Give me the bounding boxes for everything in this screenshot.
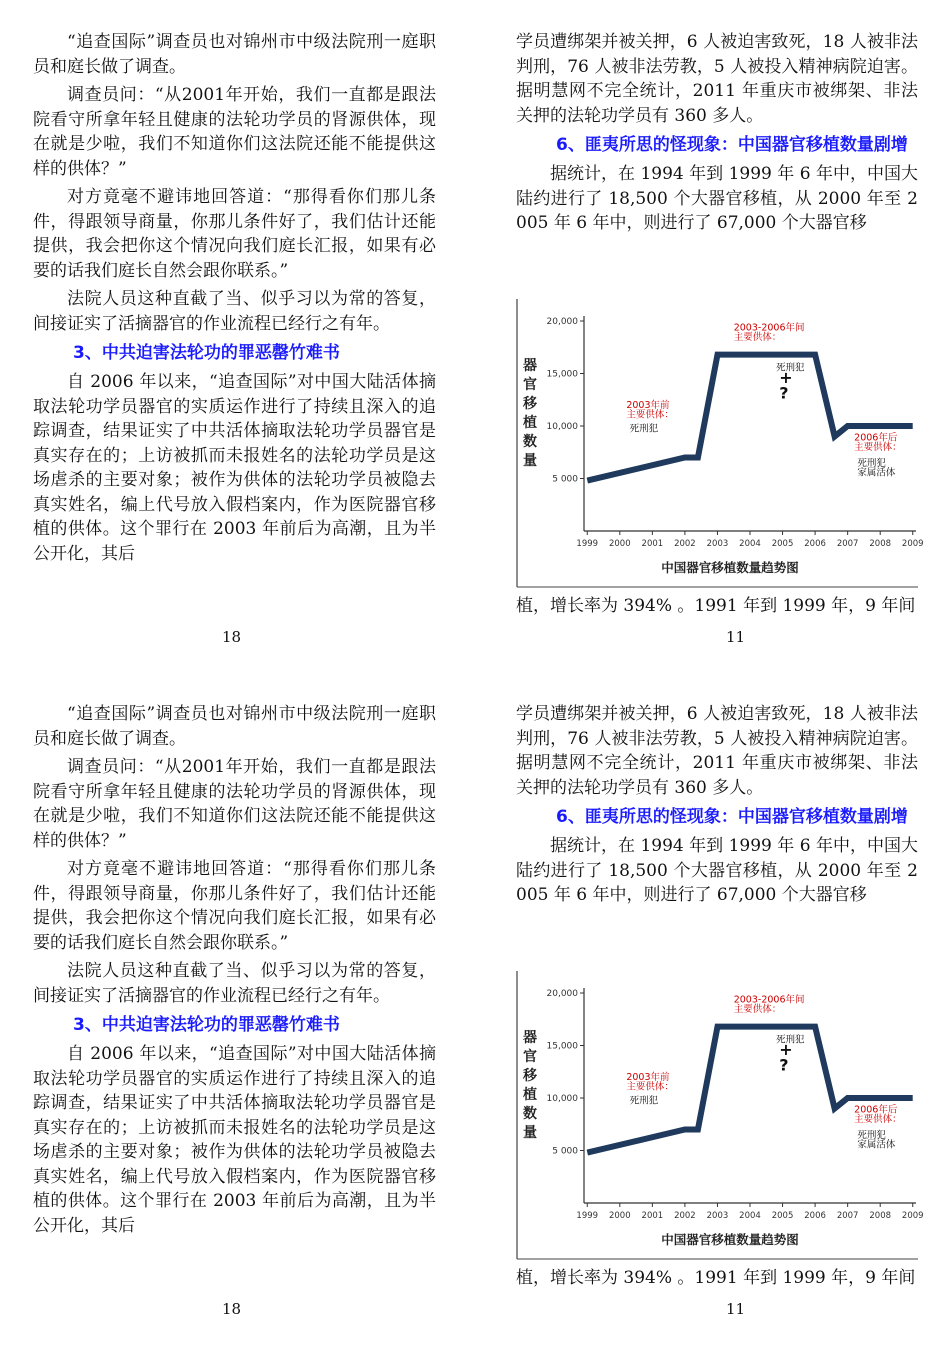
transplant-chart xyxy=(516,298,924,588)
page-spread-bottom xyxy=(0,672,950,1344)
section-heading: 3、中共迫害法轮功的罪恶罄竹难书 xyxy=(73,1015,340,1035)
x-tick-label: 2005 xyxy=(771,1211,794,1221)
x-tick-label: 2006 xyxy=(804,539,826,549)
x-tick-label: 2008 xyxy=(869,1211,892,1221)
left-page-column xyxy=(33,30,436,570)
y-axis-label-char: 数 xyxy=(523,1106,537,1122)
y-axis-label-char: 官 xyxy=(523,1049,537,1065)
x-tick-label: 2006 xyxy=(804,1211,826,1221)
y-axis-label-char: 器 xyxy=(523,358,537,374)
page-number: 18 xyxy=(222,1300,242,1318)
chart-annotation: ? xyxy=(779,1055,789,1075)
right-page-column xyxy=(516,30,918,240)
chart-annotation: 主要供体： xyxy=(733,331,782,343)
y-tick-label: 10,000 xyxy=(546,422,578,432)
chart-annotation: 死刑犯 xyxy=(857,457,886,469)
chart-annotation: 家属活体 xyxy=(857,467,896,479)
x-tick-label: 2002 xyxy=(674,1211,696,1221)
y-tick-label: 10,000 xyxy=(546,1094,578,1104)
paragraph: 法院人员这种直截了当、似乎习以为常的答复，间接证实了活摘器官的作业流程已经行之有年。 xyxy=(33,289,436,334)
x-tick-label: 2000 xyxy=(608,539,631,549)
x-tick-label: 2008 xyxy=(869,539,892,549)
x-tick-label: 2009 xyxy=(901,1211,924,1221)
y-tick-label: 15,000 xyxy=(546,1041,578,1052)
paragraph: 调查员问：“从2001年开始，我们一直都是跟法院看守所拿年轻且健康的法轮功学员的肾源供体，现在就是少啦，我们不知道你们这法院还能不能提供这样的供体？” xyxy=(33,85,436,179)
y-axis-label-char: 移 xyxy=(523,396,537,412)
y-axis-label-char: 量 xyxy=(523,1125,537,1141)
paragraph: “追查国际”调查员也对锦州市中级法院刑一庭职员和庭长做了调查。 xyxy=(33,704,436,749)
section-heading: 6、匪夷所思的怪现象：中国器官移植数量剧增 xyxy=(556,135,908,155)
x-tick-label: 2000 xyxy=(608,1211,631,1221)
chart-annotation: 死刑犯 xyxy=(776,362,805,374)
paragraph: 据统计，在 1994 年到 1999 年 6 年中，中国大陆约进行了 18,500 个大器官移植，从 2000 年至 2005 年 6 年中，则进行了 67,000 个大器官移 xyxy=(516,164,918,233)
y-tick-label: 20,000 xyxy=(546,989,578,999)
paragraph-continued: 植，增长率为 394% 。1991 年到 1999 年，9 年间 xyxy=(516,1268,916,1288)
paragraph: “追查国际”调查员也对锦州市中级法院刑一庭职员和庭长做了调查。 xyxy=(33,32,436,77)
y-axis-label-char: 量 xyxy=(523,453,537,469)
chart-svg xyxy=(516,970,924,1260)
x-tick-label: 2001 xyxy=(641,1211,664,1221)
chart-annotation: 2006年后 xyxy=(854,1104,898,1116)
chart-annotation: 家属活体 xyxy=(857,1139,896,1151)
chart-annotation: 主要供体： xyxy=(854,1114,902,1126)
chart-title: 中国器官移植数量趋势图 xyxy=(661,1232,799,1247)
x-tick-label: 1999 xyxy=(576,1211,599,1221)
left-page-column xyxy=(33,702,436,1242)
x-tick-label: 2005 xyxy=(771,539,794,549)
chart-svg xyxy=(516,298,924,588)
x-tick-label: 2002 xyxy=(674,539,696,549)
paragraph: 据统计，在 1994 年到 1999 年 6 年中，中国大陆约进行了 18,500 个大器官移植，从 2000 年至 2005 年 6 年中，则进行了 67,000 个大器官移 xyxy=(516,836,918,905)
section-heading: 6、匪夷所思的怪现象：中国器官移植数量剧增 xyxy=(556,807,908,827)
paragraph-continued: 植，增长率为 394% 。1991 年到 1999 年，9 年间 xyxy=(516,596,916,616)
chart-annotation: 2003年前 xyxy=(626,1072,670,1084)
y-tick-label: 5 000 xyxy=(552,474,578,485)
chart-annotation: 死刑犯 xyxy=(629,423,659,435)
chart-annotation: 主要供体： xyxy=(626,409,674,421)
y-tick-label: 5 000 xyxy=(552,1146,578,1157)
page-number: 18 xyxy=(222,628,242,646)
transplant-chart xyxy=(516,970,924,1260)
x-tick-label: 2001 xyxy=(641,539,664,549)
y-axis-label-char: 移 xyxy=(523,1068,537,1084)
y-axis-label-char: 植 xyxy=(523,1087,537,1103)
chart-annotation: ? xyxy=(779,383,789,403)
y-axis-label-char: 数 xyxy=(523,434,537,450)
x-tick-label: 2003 xyxy=(706,1211,729,1221)
chart-annotation: 主要供体： xyxy=(733,1003,782,1015)
chart-annotation: + xyxy=(779,367,793,387)
right-page-column xyxy=(516,702,918,912)
x-tick-label: 2009 xyxy=(901,539,924,549)
paragraph: 学员遭绑架并被关押，6 人被迫害致死，18 人被非法判刑，76 人被非法劳教，5 人被投入精神病院迫害。据明慧网不完全统计，2011 年重庆市被绑架、非法关押的法轮功学员有 360 多人。 xyxy=(516,704,918,798)
y-tick-label: 15,000 xyxy=(546,369,578,380)
x-tick-label: 2004 xyxy=(739,539,761,549)
x-tick-label: 2007 xyxy=(836,1211,859,1221)
chart-annotation: 主要供体： xyxy=(854,442,902,454)
y-axis-label-char: 官 xyxy=(523,377,537,393)
page-number: 11 xyxy=(726,1300,746,1318)
chart-annotation: 2003-2006年间 xyxy=(733,322,805,334)
chart-annotation: 死刑犯 xyxy=(629,1095,659,1107)
page-number: 11 xyxy=(726,628,746,646)
paragraph: 对方竟毫不避讳地回答道：“那得看你们那儿条件，得跟领导商量，你那儿条件好了，我们估计还能提供，我会把你这个情况向我们庭长汇报，如果有必要的话我们庭长自然会跟你联系。” xyxy=(33,859,436,953)
x-tick-label: 1999 xyxy=(576,539,599,549)
y-axis-label-char: 植 xyxy=(523,415,537,431)
paragraph: 调查员问：“从2001年开始，我们一直都是跟法院看守所拿年轻且健康的法轮功学员的肾源供体，现在就是少啦，我们不知道你们这法院还能不能提供这样的供体？” xyxy=(33,757,436,851)
y-tick-label: 20,000 xyxy=(546,317,578,327)
chart-annotation: 死刑犯 xyxy=(776,1034,805,1046)
page-spread-top xyxy=(0,0,950,672)
section-heading: 3、中共迫害法轮功的罪恶罄竹难书 xyxy=(73,343,340,363)
x-tick-label: 2003 xyxy=(706,539,729,549)
chart-annotation: 死刑犯 xyxy=(857,1129,886,1141)
chart-annotation: 2003年前 xyxy=(626,400,670,412)
paragraph: 自 2006 年以来，“追查国际”对中国大陆活体摘取法轮功学员器官的实质运作进行了持续且深入的追踪调查，结果证实了中共活体摘取法轮功学员器官是真实存在的；上访被抓而未报姓名的法轮功学员是这场虐杀的主要对象；被作为供体的法轮功学员被隐去真实姓名，编上代号放入假档案内，作为医院器官移植的供体。这个罪行在 2003 年前后为高潮，且为半公开化，其后 xyxy=(33,1044,436,1236)
chart-annotation: 2003-2006年间 xyxy=(733,994,805,1006)
x-tick-label: 2004 xyxy=(739,1211,761,1221)
paragraph: 自 2006 年以来，“追查国际”对中国大陆活体摘取法轮功学员器官的实质运作进行了持续且深入的追踪调查，结果证实了中共活体摘取法轮功学员器官是真实存在的；上访被抓而未报姓名的法轮功学员是这场虐杀的主要对象；被作为供体的法轮功学员被隐去真实姓名，编上代号放入假档案内，作为医院器官移植的供体。这个罪行在 2003 年前后为高潮，且为半公开化，其后 xyxy=(33,372,436,564)
paragraph: 学员遭绑架并被关押，6 人被迫害致死，18 人被非法判刑，76 人被非法劳教，5 人被投入精神病院迫害。据明慧网不完全统计，2011 年重庆市被绑架、非法关押的法轮功学员有 360 多人。 xyxy=(516,32,918,126)
chart-annotation: 2006年后 xyxy=(854,432,898,444)
x-tick-label: 2007 xyxy=(836,539,859,549)
paragraph: 对方竟毫不避讳地回答道：“那得看你们那儿条件，得跟领导商量，你那儿条件好了，我们估计还能提供，我会把你这个情况向我们庭长汇报，如果有必要的话我们庭长自然会跟你联系。” xyxy=(33,187,436,281)
paragraph: 法院人员这种直截了当、似乎习以为常的答复，间接证实了活摘器官的作业流程已经行之有年。 xyxy=(33,961,436,1006)
y-axis-label-char: 器 xyxy=(523,1030,537,1046)
chart-title: 中国器官移植数量趋势图 xyxy=(661,560,799,575)
chart-annotation: 主要供体： xyxy=(626,1081,674,1093)
chart-annotation: + xyxy=(779,1039,793,1059)
